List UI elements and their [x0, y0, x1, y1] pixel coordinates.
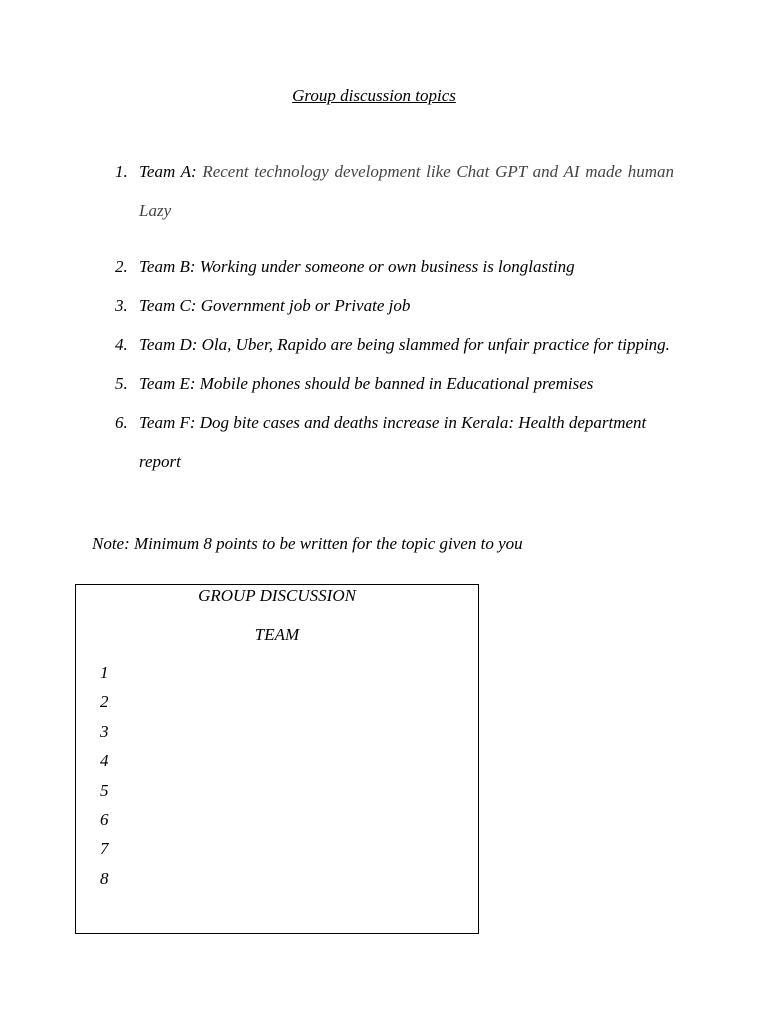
point-number: 5 — [100, 780, 109, 800]
point-number: 6 — [100, 809, 109, 829]
note-text: Note: Minimum 8 points to be written for the topic given to you — [92, 534, 523, 553]
topic-number: 1. — [115, 162, 128, 181]
point-number: 3 — [100, 721, 109, 741]
topic-team: Team F: — [139, 413, 200, 432]
topic-item — [108, 325, 674, 364]
document-title: Group discussion topics — [292, 86, 456, 105]
points-list — [100, 663, 109, 898]
topic-number: 3. — [115, 296, 128, 315]
topic-number: 6. — [115, 413, 128, 432]
box-team-label: TEAM — [254, 625, 300, 644]
topic-text: Recent technology development like Chat GPT and AI made human Lazy — [139, 162, 674, 220]
topic-team: Team B: — [139, 257, 200, 276]
topic-item — [108, 286, 674, 325]
topic-number: 2. — [115, 257, 128, 276]
point-number: 2 — [100, 692, 109, 712]
topic-text: Working under someone or own business is longlasting — [199, 257, 575, 276]
box-heading: GROUP DISCUSSION — [198, 586, 356, 605]
topic-item — [108, 247, 674, 286]
topic-team: Team C: — [139, 296, 201, 315]
topic-text: Dog bite cases and deaths increase in Kerala: Health department report — [139, 413, 647, 471]
point-number: 1 — [100, 663, 109, 682]
topic-team: Team D: — [139, 335, 202, 354]
point-number: 7 — [100, 839, 109, 859]
topic-number: 5. — [115, 374, 128, 393]
group-discussion-box — [75, 584, 479, 934]
topic-text: Government job or Private job — [200, 296, 411, 315]
point-number: 4 — [100, 751, 109, 771]
topic-item — [108, 403, 674, 481]
topics-list — [108, 152, 674, 481]
topic-item — [108, 152, 674, 230]
point-number: 8 — [100, 868, 109, 888]
topic-team: Team A: — [139, 162, 203, 181]
topic-text: Mobile phones should be banned in Educational premises — [199, 374, 594, 393]
topic-text: Ola, Uber, Rapido are being slammed for unfair practice for tipping. — [201, 335, 670, 354]
topic-item — [108, 364, 674, 403]
topic-number: 4. — [115, 335, 128, 354]
topic-team: Team E: — [139, 374, 200, 393]
